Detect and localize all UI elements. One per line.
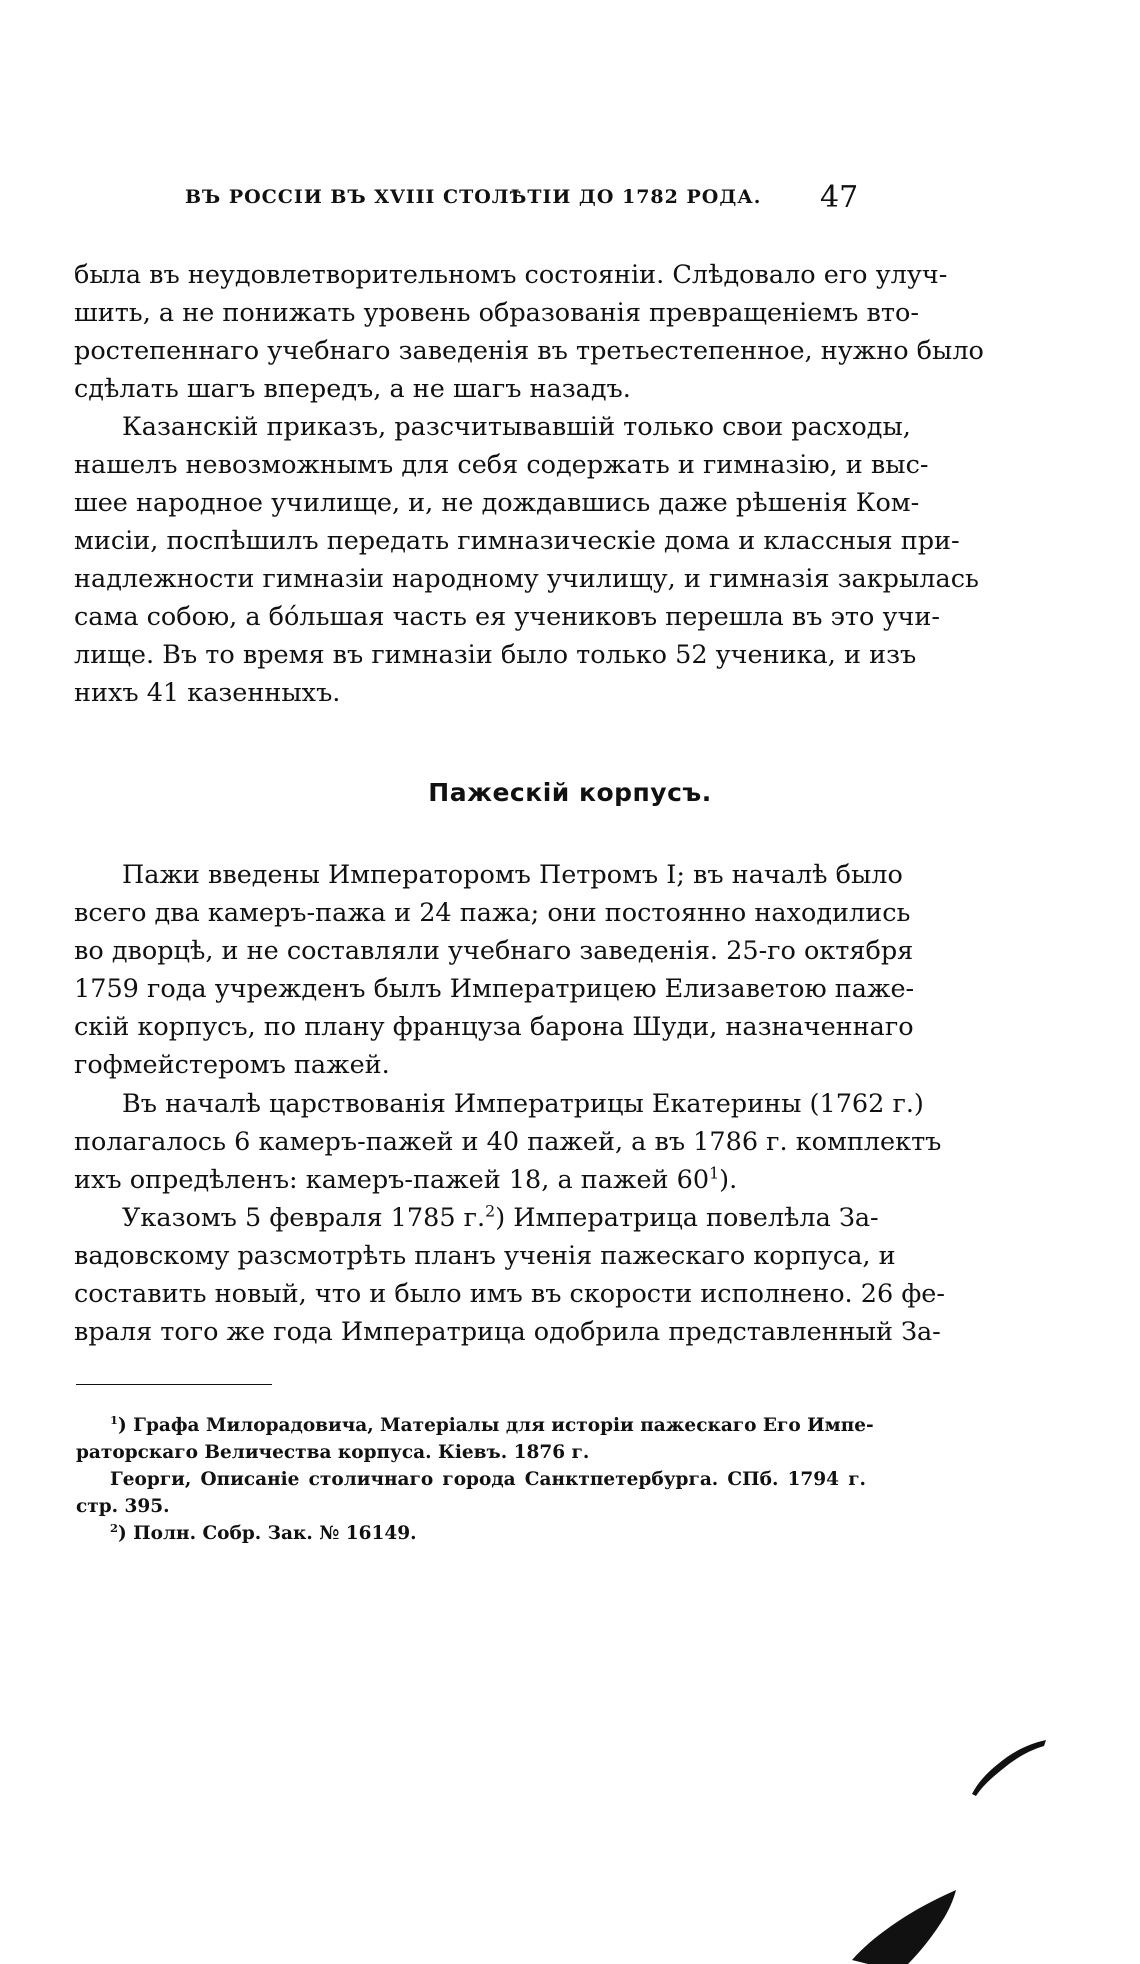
text-fragment: ) Графа Милорадовича, Матеріалы для исторіи пажескаго Его Импе- — [117, 1415, 874, 1436]
running-title: ВЪ РОССІИ ВЪ XVIII СТОЛѢТІИ ДО 1782 РОДА. — [185, 186, 762, 208]
paragraph-pages — [74, 856, 915, 1084]
text-line: во дворцѣ, и не составляли учебнаго заведенія. 25-го октября — [74, 936, 914, 966]
footnotes — [76, 1412, 874, 1547]
footnote-mark: 1 — [110, 1412, 118, 1427]
text-fragment: ). — [719, 1165, 738, 1195]
text-line: нашелъ невозможнымъ для себя содержать и гимназію, и выс- — [74, 450, 929, 480]
text-line: гофмейстеромъ пажей. — [74, 1050, 390, 1080]
text-line: полагалось 6 камеръ-пажей и 40 пажей, а въ 1786 г. комплектъ — [74, 1127, 942, 1157]
paragraph-kazan — [74, 408, 979, 712]
text-line: лище. Въ то время въ гимназіи было только 52 ученика, и изъ — [74, 640, 917, 670]
text-line: надлежности гимназіи народному училищу, и гимназія закрылась — [74, 564, 979, 594]
text-line: сдѣлать шагъ впередъ, а не шагъ назадъ. — [74, 374, 631, 404]
footnote-line: стр. 395. — [76, 1496, 170, 1517]
text-line — [74, 1199, 879, 1237]
text-line — [74, 1161, 866, 1199]
paragraph-catherine — [74, 1085, 942, 1199]
text-line: Въ началѣ царствованія Императрицы Екатерины (1762 г.) — [122, 1089, 924, 1119]
text-line: сама собою, а бо́льшая часть ея учениковъ перешла въ это учи- — [74, 602, 940, 632]
footnote-divider — [76, 1384, 272, 1385]
text-line: ростепеннаго учебнаго заведенія въ третьестепенное, нужно было — [74, 336, 984, 366]
text-line: вадовскому разсмотрѣть планъ ученія пажескаго корпуса, и — [74, 1241, 896, 1271]
text-line: Казанскій приказъ, разсчитывавшій только свои расходы, — [122, 412, 911, 442]
footnote-mark: 2 — [485, 1201, 496, 1221]
text-line: шее народное училище, и, не дождавшись даже рѣшенія Ком- — [74, 488, 920, 518]
ink-blot-large — [848, 1890, 958, 1964]
paragraph-decree — [74, 1199, 945, 1351]
text-line: враля того же года Императрица одобрила представленный За- — [74, 1317, 941, 1347]
text-fragment: ) Императрица повелѣла За- — [495, 1203, 879, 1233]
text-line: была въ неудовлетворительномъ состояніи. Слѣдовало его улуч- — [74, 260, 948, 290]
text-line: мисіи, поспѣшилъ передать гимназическіе дома и классныя при- — [74, 526, 960, 556]
footnote-mark: 1 — [709, 1163, 720, 1183]
text-line: Пажи введены Императоромъ Петромъ I; въ началѣ было — [122, 860, 903, 890]
text-fragment: ) Полн. Собр. Зак. № 16149. — [117, 1523, 417, 1544]
section-heading: Пажескій корпусъ. — [428, 778, 712, 807]
text-fragment: ихъ опредѣленъ: камеръ-пажей 18, а пажей 60 — [74, 1165, 710, 1195]
footnote-mark: 2 — [110, 1520, 118, 1535]
footnote-line — [76, 1412, 874, 1439]
text-line: скій корпусъ, по плану француза барона Шуди, назначеннаго — [74, 1012, 914, 1042]
text-line: шить, а не понижать уровень образованія превращеніемъ вто- — [74, 298, 919, 328]
ink-blot-small — [968, 1738, 1048, 1798]
footnote-line: раторскаго Величества корпуса. Кіевъ. 1876 г. — [76, 1442, 590, 1463]
page-number: 47 — [820, 180, 859, 215]
text-line: нихъ 41 казенныхъ. — [74, 678, 341, 708]
footnote-line — [76, 1520, 866, 1547]
text-line: всего два камеръ-пажа и 24 пажа; они постоянно находились — [74, 898, 911, 928]
paragraph-continuation — [74, 256, 984, 408]
text-fragment: Указомъ 5 февраля 1785 г. — [122, 1203, 486, 1233]
text-line: составить новый, что и было имъ въ скорости исполнено. 26 фе- — [74, 1279, 945, 1309]
footnote-line: Георги, Описаніе столичнаго города Санктпетербурга. СПб. 1794 г. — [110, 1469, 866, 1490]
text-line: 1759 года учрежденъ былъ Императрицею Елизаветою паже- — [74, 974, 915, 1004]
